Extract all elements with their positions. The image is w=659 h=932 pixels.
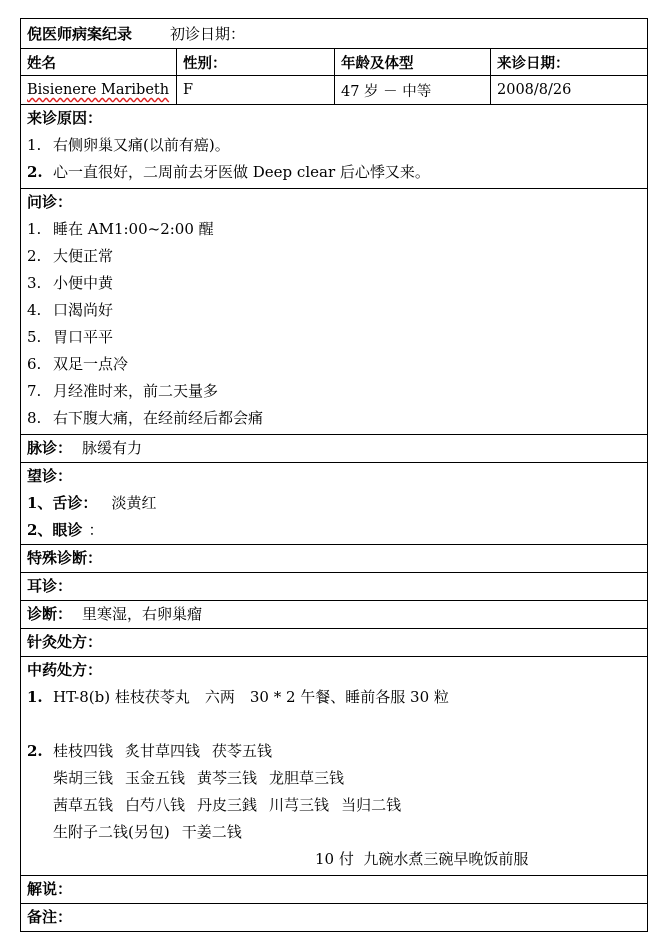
inquiry-item [21, 216, 647, 243]
explanation-section [21, 875, 647, 903]
tongue-value: 淡黄红 [111, 494, 157, 512]
herb-item: 玉金五钱 [125, 769, 186, 787]
tongue-line [21, 490, 647, 517]
inquiry-section [21, 188, 647, 434]
diagnosis-label: 诊断： [27, 605, 73, 623]
inquiry-item-text: 双足一点冷 [53, 355, 129, 373]
reason-section [21, 104, 647, 188]
eye-value: ： [88, 521, 104, 539]
record-title: 倪医师病案纪录 [27, 25, 133, 43]
herb-item: 龙胆草三钱 [269, 769, 345, 787]
inquiry-item-text: 胃口平平 [53, 328, 114, 346]
reason-item [21, 132, 647, 159]
name-label: 姓名 [27, 54, 56, 72]
pulse-value: 脉缓有力 [82, 439, 143, 457]
herb-item: 茜草五钱 [53, 796, 114, 814]
prescription-number: 1. [27, 688, 43, 706]
prescription-number: 2. [27, 742, 43, 760]
patient-gender: F [176, 76, 334, 104]
notes-section [21, 903, 647, 931]
inquiry-item-number: 7. [27, 382, 42, 400]
patient-name: Bisienere Maribeth [27, 82, 170, 98]
patient-visit-date: 2008/8/26 [490, 76, 647, 104]
herbal-label: 中药处方： [27, 661, 103, 679]
pulse-label: 脉诊： [27, 439, 73, 457]
herb-item: 桂枝四钱 [53, 742, 114, 760]
diagnosis-line [21, 601, 647, 628]
prescription-text: HT-8(b) 桂枝茯苓丸 六两 30 * 2 午餐、睡前各服 30 粒 [53, 688, 449, 706]
reason-item [21, 159, 647, 186]
inquiry-item-number: 4. [27, 301, 42, 319]
explanation-label: 解说： [27, 880, 73, 898]
inquiry-item [21, 405, 647, 432]
patient-values-row [21, 75, 647, 104]
title-cell [21, 19, 647, 48]
inquiry-item-text: 月经准时来，前二天量多 [53, 382, 219, 400]
patient-age: 47 岁 － 中等 [334, 76, 490, 104]
inquiry-item-text: 右下腹大痛，在经前经后都会痛 [53, 409, 264, 427]
inquiry-item-number: 1. [27, 220, 42, 238]
observation-section [21, 462, 647, 544]
age-label: 年龄及体型 [334, 49, 490, 75]
tongue-label: 1、舌诊： [27, 494, 98, 512]
reason-item-text: 心一直很好，二周前去牙医做 Deep clear 后心悸又来。 [53, 163, 430, 181]
diagnosis-section [21, 600, 647, 628]
inquiry-item [21, 270, 647, 297]
diagnosis-value: 里寒湿，右卵巢瘤 [82, 605, 203, 623]
reason-label: 来诊原因： [27, 109, 103, 127]
pulse-line [21, 435, 647, 462]
inquiry-item-number: 5. [27, 328, 42, 346]
eye-label: 2、眼诊 [27, 521, 83, 539]
herb-item: 干姜二钱 [181, 823, 242, 841]
reason-item-number: 2. [27, 163, 43, 181]
herbal-prescription-1 [21, 684, 647, 711]
reason-item-text: 右侧卵巢又痛(以前有癌)。 [53, 136, 230, 154]
herb-item: 炙甘草四钱 [125, 742, 201, 760]
inquiry-item-text: 大便正常 [53, 247, 114, 265]
ear-section [21, 572, 647, 600]
title-row [21, 19, 647, 48]
inquiry-item [21, 378, 647, 405]
ear-label: 耳诊： [27, 577, 73, 595]
notes-label: 备注： [27, 908, 73, 926]
pulse-section [21, 434, 647, 462]
inquiry-item [21, 351, 647, 378]
herbal-instructions: 10 付 九碗水煮三碗早晚饭前服 [315, 850, 529, 868]
herb-line [21, 819, 647, 846]
gender-label: 性别： [176, 49, 334, 75]
visit-date-label: 来诊日期： [490, 49, 647, 75]
inquiry-label: 问诊： [27, 193, 73, 211]
herbal-section [21, 656, 647, 875]
observation-label: 望诊： [27, 467, 73, 485]
inquiry-item-text: 口渴尚好 [53, 301, 114, 319]
herb-item: 茯苓五钱 [212, 742, 273, 760]
herb-item: 生附子二钱(另包) [53, 823, 170, 841]
acupuncture-label: 针灸处方： [27, 633, 103, 651]
first-visit-date-label: 初诊日期： [170, 25, 246, 43]
eye-line [21, 517, 647, 544]
inquiry-item-number: 2. [27, 247, 42, 265]
herb-line [21, 765, 647, 792]
special-label: 特殊诊断： [27, 549, 103, 567]
herb-item: 川芎三钱 [269, 796, 330, 814]
reason-item-number: 1. [27, 136, 42, 154]
herb-line [21, 792, 647, 819]
inquiry-item-number: 8. [27, 409, 42, 427]
blank-line [21, 711, 647, 738]
medical-record-form [20, 18, 648, 932]
inquiry-item [21, 243, 647, 270]
special-section [21, 544, 647, 572]
acupuncture-section [21, 628, 647, 656]
herb-item: 丹皮三銭 [197, 796, 258, 814]
herb-item: 白芍八钱 [125, 796, 186, 814]
herb-item: 黄芩三钱 [197, 769, 258, 787]
patient-name-cell [21, 76, 176, 104]
inquiry-item-text: 小便中黄 [53, 274, 114, 292]
inquiry-item-number: 6. [27, 355, 42, 373]
herbal-prescription-2 [21, 738, 647, 765]
herb-item: 当归二钱 [341, 796, 402, 814]
inquiry-item-text: 睡在 AM1:00~2:00 醒 [53, 220, 214, 238]
inquiry-item [21, 324, 647, 351]
inquiry-item-number: 3. [27, 274, 42, 292]
inquiry-item [21, 297, 647, 324]
herb-item: 柴胡三钱 [53, 769, 114, 787]
patient-header-row [21, 48, 647, 75]
